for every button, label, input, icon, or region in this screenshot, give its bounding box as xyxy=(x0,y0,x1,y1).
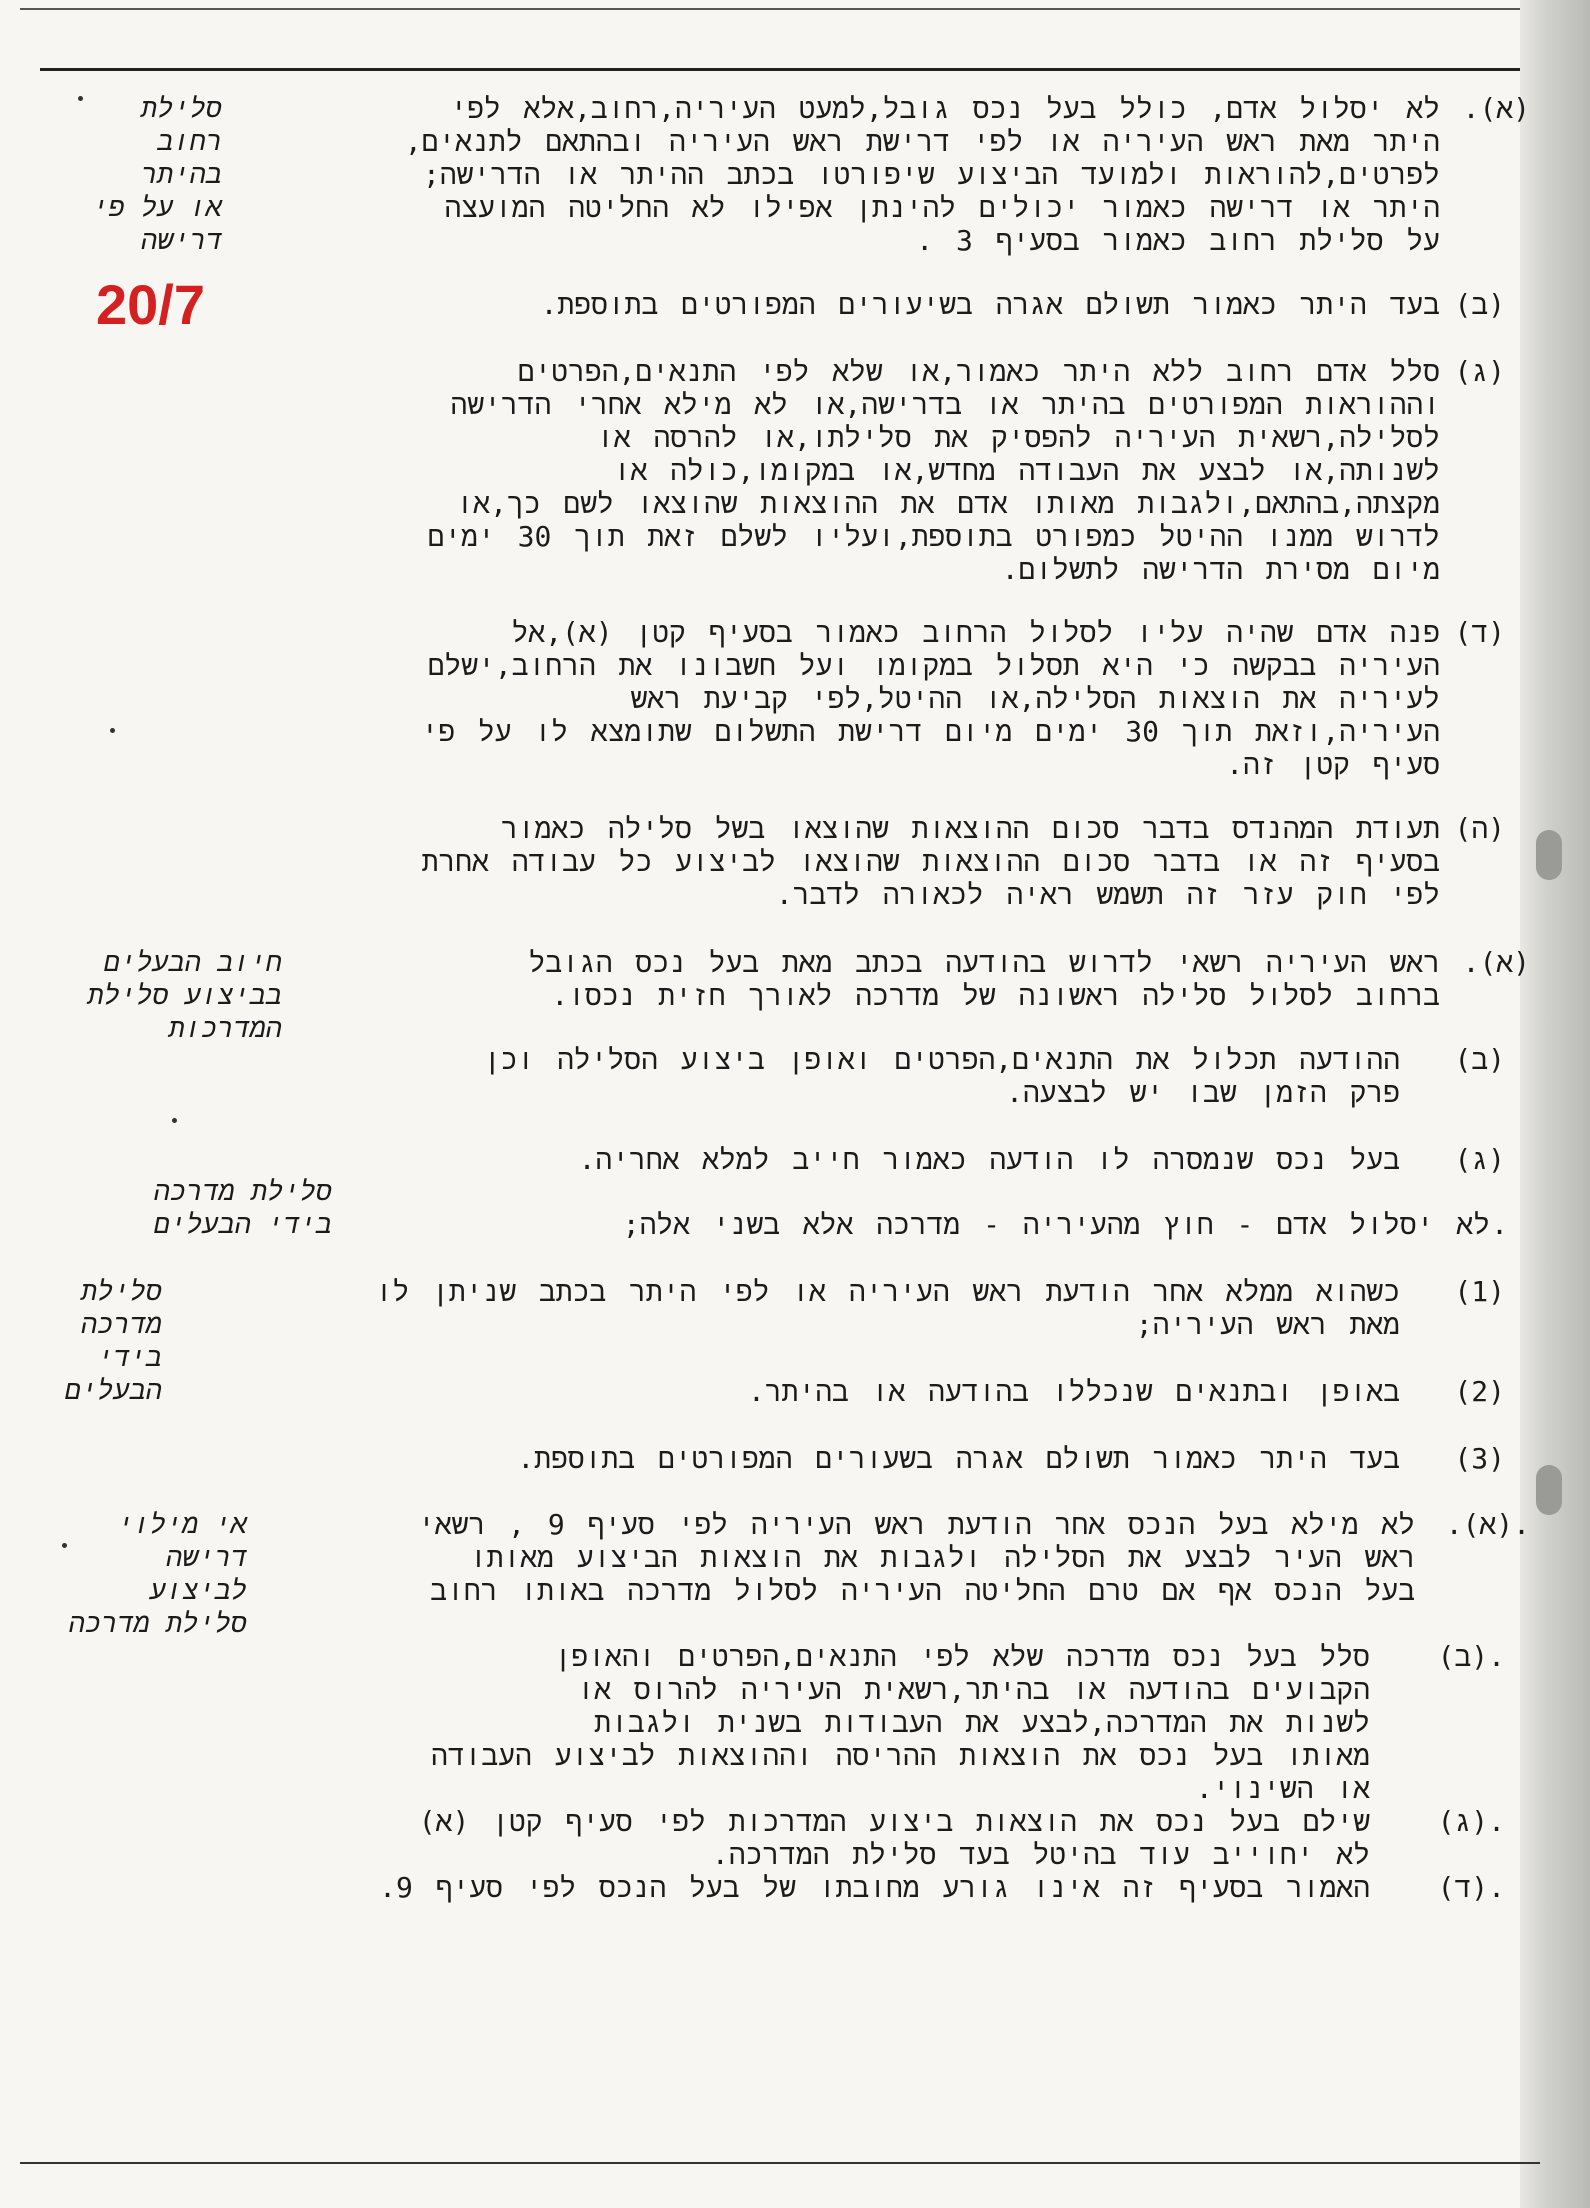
section-marker: .(ב) xyxy=(1437,1640,1505,1673)
red-stamp: 20/7 xyxy=(96,273,205,336)
section-marker: (ב) xyxy=(1454,1043,1505,1076)
ink-speck xyxy=(78,96,83,101)
paragraph-3-2: באופן ובתנאים שנכללו בהודעה או בהיתר. xyxy=(747,1375,1400,1408)
section-marker: (א). xyxy=(1462,92,1530,125)
section-marker: .(ד) xyxy=(1437,1871,1505,1904)
margin-note-sidewalk-by-owners: סלילת מדרכה בידי הבעלים xyxy=(153,1176,332,1240)
paragraph-4b: סלל בעל נכס מדרכה שלא לפי התנאים,הפרטים והאופן הקבועים בהודעה או בהיתר,רשאית העיריה להרוס או לשנות את המדרכה,לבצע את העבודות בשנית ולגבות מאותו בעל נכס את הוצאות ההריסה וההוצאות לביצוע העבודה או השינוי. xyxy=(431,1640,1370,1805)
section-marker: (2) xyxy=(1454,1375,1505,1408)
top-edge-line xyxy=(20,8,1560,10)
section-marker: (3) xyxy=(1454,1442,1505,1475)
margin-note-noncompliance: אי מילוי דרישה לביצוע סלילת מדרכה xyxy=(68,1509,247,1639)
paragraph-2b: ההודעה תכלול את התנאים,הפרטים ואופן ביצוע הסלילה וכן פרק הזמן שבו יש לבצעה. xyxy=(483,1043,1400,1109)
paragraph-1d: פנה אדם שהיה עליו לסלול הרחוב כאמור בסעיף קטן (א),אל העיריה בבקשה כי היא תסלול במקומו ועל חשבונו את הרחוב,ישלם לעיריה את הוצאות הסלילה,או ההיטל,לפי קביעת ראש העיריה,וזאת תוך 30 ימים מיום דרישת התשלום שתומצא לו על פי סעיף קטן זה. xyxy=(421,616,1440,781)
paragraph-3: לא יסלול אדם - חוץ מהעיריה - מדרכה אלא בשני אלה; xyxy=(622,1208,1490,1241)
paragraph-1g: סלל אדם רחוב ללא היתר כאמור,או שלא לפי התנאים,הפרטים וההוראות המפורטים בהיתר או בדרישה,או לא מילא אחרי הדרישה לסלילה,רשאית העיריה להפסיק את סלילתו,או להרסה או לשנותה,או לבצע את העבודה מחדש,או במקומו,כולה או מקצתה,בהתאם,ולגבות מאותו אדם את ההוצאות שהוצאו לשם כך,או לדרוש ממנו ההיטל כמפורט בתוספת,ועליו לשלם זאת תוך 30 ימים מיום מסירת הדרישה לתשלום. xyxy=(427,355,1440,586)
section-marker: (ב) xyxy=(1454,288,1505,321)
paragraph-1b: בעד היתר כאמור תשולם אגרה בשיעורים המפורטים בתוספת. xyxy=(540,288,1440,321)
section-marker: (ג) xyxy=(1454,1143,1505,1176)
paragraph-1h: תעודת המהנדס בדבר סכום ההוצאות שהוצאו בשל סלילה כאמור בסעיף זה או בדבר סכום ההוצאות שהוצאו לביצוע כל עבודה אחרת לפי חוק עזר זה תשמש ראיה לכאורה לדבר. xyxy=(421,812,1440,911)
paragraph-2g: בעל נכס שנמסרה לו הודעה כאמור חייב למלא אחריה. xyxy=(578,1143,1400,1176)
paragraph-3-3: בעד היתר כאמור תשולם אגרה בשעורים המפורטים בתוספת. xyxy=(517,1442,1400,1475)
binding-edge xyxy=(1520,0,1590,2208)
header-rule xyxy=(40,68,1540,71)
section-marker: (ה) xyxy=(1454,812,1505,845)
section-marker: (א). xyxy=(1462,946,1530,979)
paragraph-3-1: כשהוא ממלא אחר הודעת ראש העיריה או לפי היתר בכתב שניתן לו מאת ראש העיריה; xyxy=(375,1275,1400,1341)
paragraph-4a: לא מילא בעל הנכס אחר הודעת ראש העיריה לפי סעיף 9 , רשאי ראש העיר לבצע את הסלילה ולגבות את הוצאות הביצוע מאותו בעל הנכס אף אם טרם החליטה העיריה לסלול מדרכה באותו רחוב xyxy=(418,1508,1415,1607)
section-marker: . xyxy=(1491,1208,1508,1241)
ink-speck xyxy=(62,1543,67,1548)
punch-hole xyxy=(1536,830,1562,880)
punch-hole xyxy=(1536,1465,1562,1515)
section-marker: (ג) xyxy=(1454,355,1505,388)
paragraph-2a: ראש העיריה רשאי לדרוש בהודעה בכתב מאת בעל נכס הגובל ברחוב לסלול סלילה ראשונה של מדרכה לאורך חזית נכסו. xyxy=(528,946,1440,1012)
footer-rule xyxy=(20,2162,1540,2164)
margin-note-sidewalk-owners: סלילת מדרכה בידי הבעלים xyxy=(64,1276,162,1406)
section-marker: (ד) xyxy=(1454,616,1505,649)
section-marker: .(ג) xyxy=(1437,1805,1505,1838)
margin-note-street-paving: סלילת רחוב בהיתר או על פי דרישה xyxy=(92,93,222,256)
ink-speck xyxy=(172,1118,177,1123)
margin-note-owner-obligation: חיוב הבעלים בביצוע סלילת המדרכות xyxy=(87,947,282,1044)
paragraph-4d: האמור בסעיף זה אינו גורע מחובתו של בעל הנכס לפי סעיף 9. xyxy=(379,1871,1370,1904)
section-marker: (1) xyxy=(1454,1275,1505,1308)
paragraph-4g: שילם בעל נכס את הוצאות ביצוע המדרכות לפי סעיף קטן (א) לא יחוייב עוד בהיטל בעד סלילת המדרכה. xyxy=(418,1805,1370,1871)
paragraph-1a: לא יסלול אדם, כולל בעל נכס גובל,למעט העיריה,רחוב,אלא לפי היתר מאת ראש העיריה או לפי דרישת ראש העיריה ובהתאם לתנאים, לפרטים,להוראות ולמועד הביצוע שיפורטו בכתב ההיתר או הדרישה; היתר או דרישה כאמור יכולים להינתן אפילו לא החליטה המועצה על סלילת רחוב כאמור בסעיף 3 . xyxy=(404,92,1440,257)
ink-speck xyxy=(110,728,115,733)
section-marker: .(א). xyxy=(1445,1508,1530,1541)
